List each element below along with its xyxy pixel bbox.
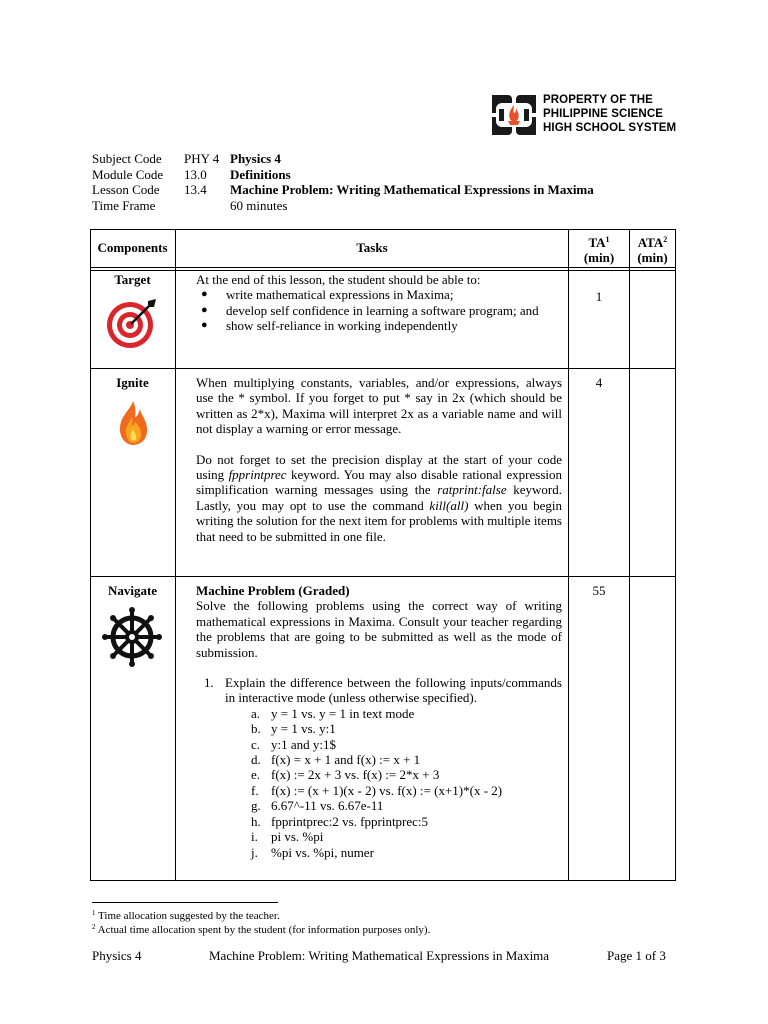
- subitem: d. f(x) = x + 1 and f(x) := x + 1: [251, 752, 421, 768]
- ignite-label: Ignite: [116, 375, 149, 390]
- pshs-logo: [490, 92, 680, 138]
- logo-line-1: PROPERTY OF THE: [543, 94, 653, 106]
- navigate-intro: Solve the following problems using the correct way of writing mathematical expressions in Maxima. Consult your teacher regarding the problems that are going to be submitted as well as the mode of submission.: [196, 598, 562, 660]
- pshs-logo-icon: [490, 92, 538, 138]
- subitem: i. pi vs. %pi: [251, 829, 324, 845]
- problem-subitems: [196, 706, 562, 860]
- subitem: h. fpprintprec:2 vs. fpprintprec:5: [251, 813, 429, 829]
- ship-wheel-icon: [102, 607, 162, 667]
- footnote-1: $^1$ Time allocation suggested by the teacher.: [92, 909, 280, 922]
- subitem: f. f(x) := (x + 1)(x - 2) vs. f(x) := (x+1)*(x - 2): [251, 782, 503, 798]
- ignite-ta: 4: [595, 375, 603, 390]
- ignite-paragraph-1: When multiplying constants, variables, and/or expressions, always use the * symbol. If you forget to put * say in 2x (which should be written as 2*x), Maxima will interpret 2x as a variable name and will not display a warning or error message.: [196, 375, 562, 437]
- subitem: a. y = 1 vs. y = 1 in text mode: [251, 705, 415, 721]
- subitem: c. y:1 and y:1$: [251, 736, 336, 752]
- ignite-paragraph-2: Do not forget to set the precision display at the start of your code using fpprintprec keyword. You may also disable rational expression simplification warning messages using the ratprint:false keyword. Lastly, you may opt to use the command kill(all) when you begin writing the solution for the next item for problems with multiple items that need to be submitted in one file.: [196, 451, 563, 544]
- header-tasks: Tasks: [356, 240, 388, 255]
- header-ata: ATA$^2$ (min): [637, 235, 668, 266]
- subitem: g. 6.67^-11 vs. 6.67e-11: [251, 798, 384, 814]
- subitem: j. %pi vs. %pi, numer: [251, 844, 374, 860]
- target-intro: At the end of this lesson, the student should be able to:: [196, 272, 481, 287]
- footnote-separator: [92, 902, 278, 903]
- objective-item: ● develop self confidence in learning a software program; and: [196, 303, 562, 318]
- lesson-table: [90, 229, 676, 881]
- target-label: Target: [114, 272, 151, 287]
- module-label: Module Code: [92, 166, 164, 182]
- subitem: b. y = 1 vs. y:1: [251, 721, 336, 737]
- problem-number: 1.: [204, 675, 214, 691]
- header-ta: $TA^1$ (min): [583, 235, 615, 266]
- target-icon: [104, 297, 158, 349]
- problem-text: Explain the difference between the following inputs/commands in interactive mode (unless otherwise specified).: [225, 675, 562, 706]
- target-objectives: [196, 287, 562, 333]
- footer-title: Machine Problem: Writing Mathematical Expressions in Maxima: [209, 948, 550, 963]
- lesson-name-bold: Machine Problem: [230, 182, 330, 197]
- target-content: [196, 272, 562, 334]
- subject-label: Subject Code: [92, 151, 162, 166]
- lesson-label: Lesson Code: [92, 182, 160, 197]
- ignite-content: [196, 375, 562, 544]
- logo-line-3: HIGH SCHOOL SYSTEM: [543, 122, 677, 134]
- lesson-name: [230, 182, 594, 198]
- objective-item: ● show self-reliance in working independently: [196, 318, 562, 333]
- subject-name: Physics 4: [230, 151, 281, 166]
- time-label: Time Frame: [92, 197, 156, 213]
- logo-line-2: PHILIPPINE SCIENCE: [543, 108, 664, 120]
- problem-item-1: [196, 675, 562, 706]
- navigate-content: [196, 583, 562, 860]
- objective-item: ● write mathematical expressions in Maxima;: [196, 287, 562, 302]
- footer-page-number: Page 1 of 3: [607, 948, 666, 963]
- navigate-ta: 55: [592, 583, 606, 598]
- navigate-label: Navigate: [107, 583, 158, 598]
- footer-subject: Physics 4: [92, 948, 142, 963]
- lesson-code: 13.4: [184, 182, 207, 197]
- subject-code: PHY 4: [184, 151, 220, 166]
- time-value: 60 minutes: [230, 197, 288, 213]
- target-ta: 1: [595, 289, 603, 304]
- navigate-heading: Machine Problem (Graded): [196, 583, 350, 598]
- module-name: Definitions: [230, 166, 291, 182]
- header-components: Components: [97, 240, 168, 255]
- subitem: e. f(x) := 2x + 3 vs. f(x) := 2*x + 3: [251, 767, 440, 783]
- footnote-2: $^2$ Actual time allocation spent by the student (for information purposes only).: [92, 923, 431, 936]
- module-code: 13.0: [184, 166, 207, 182]
- flame-icon: [115, 399, 151, 447]
- lesson-name-rest: : Writing Mathematical Expressions in Maxima: [329, 182, 594, 197]
